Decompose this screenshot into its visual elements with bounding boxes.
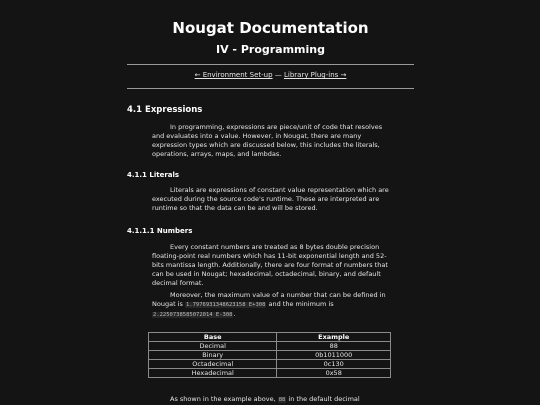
table-header-base: Base bbox=[149, 333, 277, 342]
table-cell-base: Decimal bbox=[149, 342, 277, 351]
numbers-paragraph-3 bbox=[152, 395, 390, 405]
expressions-text: In programming, expressions are piece/unit of code that resolves and evaluates into a value. However, in Nougat, there are many expression types which are discussed below, this includes the literals, operations, arrays, maps, and lambdas. bbox=[152, 123, 383, 158]
table-row bbox=[149, 342, 391, 351]
numbers-text-2a: Moreover, the maximum value of a number that can be defined in Nougat is bbox=[152, 291, 386, 308]
top-divider bbox=[127, 64, 414, 65]
table-cell-example: 0b1011000 bbox=[277, 351, 391, 360]
literals-paragraph bbox=[152, 186, 390, 213]
nav-divider bbox=[127, 88, 414, 89]
table-cell-example: 0x58 bbox=[277, 369, 391, 378]
table-cell-example: 88 bbox=[277, 342, 391, 351]
example-value-code: 88 bbox=[278, 397, 286, 403]
table-cell-base: Hexadecimal bbox=[149, 369, 277, 378]
max-value-code: 1.7976931348623158 E+308 bbox=[185, 302, 266, 308]
literals-text: Literals are expressions of constant value representation which are executed during the source code's runtime. These are interpreted are runtime so that the data can be and will be stored. bbox=[152, 186, 389, 212]
table-header-example: Example bbox=[277, 333, 391, 342]
numbers-paragraph-1 bbox=[152, 243, 390, 288]
section-heading-numbers: 4.1.1.1 Numbers bbox=[127, 227, 193, 235]
page-title: Nougat Documentation bbox=[172, 19, 369, 37]
table-cell-base: Binary bbox=[149, 351, 277, 360]
numbers-text-3a: As shown in the example above, bbox=[170, 395, 278, 403]
table-row bbox=[149, 351, 391, 360]
table-cell-base: Octadecimal bbox=[149, 360, 277, 369]
next-chapter-link[interactable]: Library Plug-ins → bbox=[283, 71, 347, 79]
table-row bbox=[149, 360, 391, 369]
table-row bbox=[149, 369, 391, 378]
section-heading-literals: 4.1.1 Literals bbox=[127, 171, 180, 179]
chapter-navigation bbox=[127, 71, 414, 79]
page-subtitle: IV - Programming bbox=[216, 43, 325, 56]
table-cell-example: 0c130 bbox=[277, 360, 391, 369]
number-formats-table bbox=[148, 332, 391, 378]
min-value-code: 2.2250738585072014 E-308 bbox=[153, 312, 233, 318]
section-heading-expressions: 4.1 Expressions bbox=[127, 105, 203, 115]
numbers-text-1: Every constant numbers are treated as 8 bytes double precision floating-point real numbers which has 11-bit exponential length and 52-bits mantissa length. Additionally, there are four format of numbers that can be used in Nougat; hexadecimal, octadecimal, binary, and default decimal format. bbox=[152, 243, 388, 287]
numbers-text-2c: . bbox=[233, 310, 236, 318]
expressions-paragraph bbox=[152, 123, 390, 159]
prev-chapter-link[interactable]: ← Environment Set-up bbox=[194, 71, 273, 79]
numbers-text-2b: and the minimum is bbox=[266, 300, 334, 308]
nav-separator: — bbox=[272, 71, 284, 79]
numbers-paragraph-2 bbox=[152, 291, 390, 320]
numbers-text-3b: in the default decimal bbox=[286, 395, 360, 403]
table-header-row bbox=[149, 333, 391, 342]
